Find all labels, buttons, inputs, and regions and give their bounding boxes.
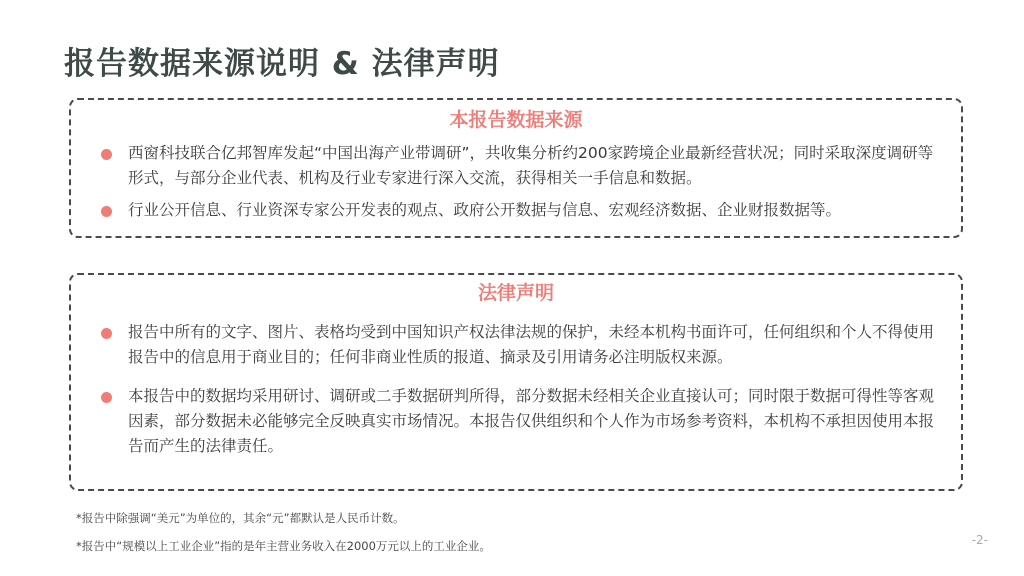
bullet-dot-icon (101, 149, 112, 160)
bullet-dot-icon (101, 206, 112, 217)
data-sources-list (71, 141, 961, 223)
page-number: -2- (971, 533, 988, 547)
legal-statement-heading: 法律声明 (477, 282, 554, 304)
bullet-dot-icon (101, 328, 112, 339)
footnote-industrial-enterprise: *报告中“规模以上工业企业”指的是年主营业务收入在2000万元以上的工业企业。 (76, 539, 491, 553)
list-item (71, 384, 961, 459)
list-item-text: 本报告中的数据均采用研讨、调研或二手数据研判所得，部分数据未经相关企业直接认可；同时限于数据可得性等客观因素，部分数据未必能够完全反映真实市场情况。本报告仅供组织和个人作为市场参考资料，本机构不承担因使用本报告而产生的法律责任。 (128, 387, 935, 455)
list-item (71, 198, 961, 223)
list-item-text: 行业公开信息、行业资深专家公开发表的观点、政府公开数据与信息、宏观经济数据、企业财报数据等。 (128, 201, 842, 219)
data-sources-heading: 本报告数据来源 (449, 109, 583, 131)
list-item-text: 报告中所有的文字、图片、表格均受到中国知识产权法律法规的保护，未经本机构书面许可，任何组织和个人不得使用报告中的信息用于商业目的；任何非商业性质的报道、摘录及引用请务必注明版权来源。 (128, 323, 935, 366)
list-item-text: 西窗科技联合亿邦智库发起“中国出海产业带调研”，共收集分析约200家跨境企业最新经营状况；同时采取深度调研等形式，与部分企业代表、机构及行业专家进行深入交流，获得相关一手信息和数据。 (128, 144, 934, 187)
legal-statement-box (69, 273, 963, 491)
data-sources-box (69, 98, 963, 238)
footnote-currency: *报告中除强调“美元”为单位的，其余“元”都默认是人民币计数。 (76, 511, 405, 525)
bullet-dot-icon (101, 392, 112, 403)
list-item (71, 141, 961, 191)
page-title: 报告数据来源说明 & 法律声明 (64, 46, 500, 82)
legal-statement-list (71, 320, 961, 459)
list-item (71, 320, 961, 370)
